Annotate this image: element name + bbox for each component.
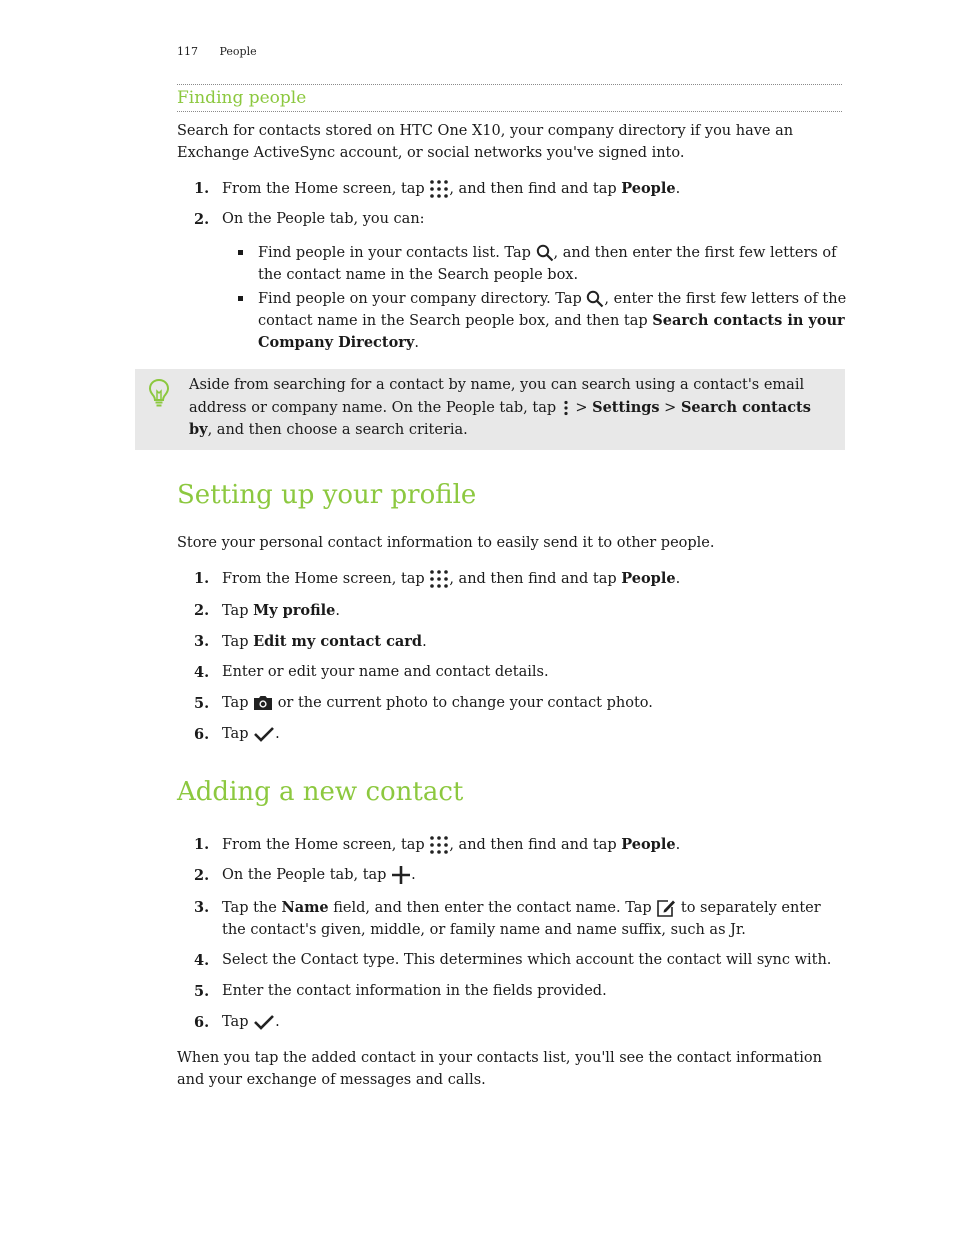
setting-up-profile-heading: Setting up your profile — [177, 480, 477, 510]
top-divider — [177, 84, 842, 85]
bullet-text: Find people in your contacts list. Tap , and then enter the first few letters of the contact name in the Search people box. — [258, 245, 837, 283]
more-vertical-icon — [561, 400, 571, 416]
apps-grid-icon — [429, 569, 449, 589]
step-number: 5. — [194, 695, 210, 712]
step-number: 6. — [194, 1014, 210, 1031]
step-number: 1. — [194, 836, 210, 853]
finding-people-heading: Finding people — [177, 88, 307, 108]
edit-icon — [656, 898, 676, 918]
subhead-divider — [177, 111, 842, 112]
apps-grid-icon — [429, 179, 449, 199]
bullet-text: Find people on your company directory. Tap , enter the first few letters of the contact name in the Search people box, and then tap Search contacts in your Company Directory. — [258, 291, 847, 351]
running-header — [177, 45, 257, 58]
step-text: Select the Contact type. This determines which account the contact will sync with. — [222, 952, 832, 968]
adding-contact-heading: Adding a new contact — [177, 777, 464, 807]
step-number: 1. — [194, 180, 210, 197]
step-text: Tap the Name field, and then enter the contact name. Tap to separately enter the contact's given, middle, or family name and name suffix, such as Jr. — [222, 899, 821, 938]
step-text: Tap My profile. — [222, 602, 340, 619]
step-text: On the People tab, you can: — [222, 211, 425, 227]
step-text: Enter or edit your name and contact details. — [222, 664, 549, 680]
step-text: Tap . — [222, 726, 280, 742]
lightbulb-icon — [148, 378, 170, 408]
step-number: 1. — [194, 570, 210, 587]
step-text: On the People tab, tap . — [222, 867, 416, 883]
camera-icon — [253, 695, 273, 711]
adding-outro: When you tap the added contact in your contacts list, you'll see the contact information and your exchange of messages and calls. — [177, 1050, 822, 1088]
tip-text: Aside from searching for a contact by name, you can search using a contact's email address or company name. On the People tab, tap > Settings > Search contacts by, and then choose a search criteria. — [189, 377, 811, 438]
step-number: 2. — [194, 211, 210, 228]
step-number: 3. — [194, 899, 210, 916]
step-number: 4. — [194, 952, 210, 969]
finding-intro: Search for contacts stored on HTC One X10, your company directory if you have an Exchange ActiveSync account, or social networks you've signed into. — [177, 123, 794, 161]
step-number: 2. — [194, 867, 210, 884]
step-number: 3. — [194, 633, 210, 650]
step-number: 6. — [194, 726, 210, 743]
step-number: 4. — [194, 664, 210, 681]
search-icon — [586, 290, 604, 308]
profile-intro: Store your personal contact information to easily send it to other people. — [177, 535, 715, 551]
step-number: 5. — [194, 983, 210, 1000]
step-text: Tap Edit my contact card. — [222, 633, 427, 650]
bullet-marker — [238, 250, 243, 255]
step-text: Enter the contact information in the fields provided. — [222, 983, 607, 999]
step-text: From the Home screen, tap , and then find and tap People. — [222, 180, 681, 197]
step-number: 2. — [194, 602, 210, 619]
search-icon — [536, 244, 554, 262]
section-name: People — [219, 45, 257, 58]
checkmark-icon — [253, 1014, 275, 1030]
checkmark-icon — [253, 726, 275, 742]
tip-box — [135, 369, 845, 450]
step-text: From the Home screen, tap , and then find and tap People. — [222, 570, 681, 587]
page-number: 117 — [177, 45, 198, 58]
step-text: From the Home screen, tap , and then find and tap People. — [222, 836, 681, 853]
apps-grid-icon — [429, 835, 449, 855]
bullet-marker — [238, 296, 243, 301]
step-text: Tap or the current photo to change your contact photo. — [222, 695, 653, 711]
plus-icon — [391, 865, 411, 885]
step-text: Tap . — [222, 1014, 280, 1030]
